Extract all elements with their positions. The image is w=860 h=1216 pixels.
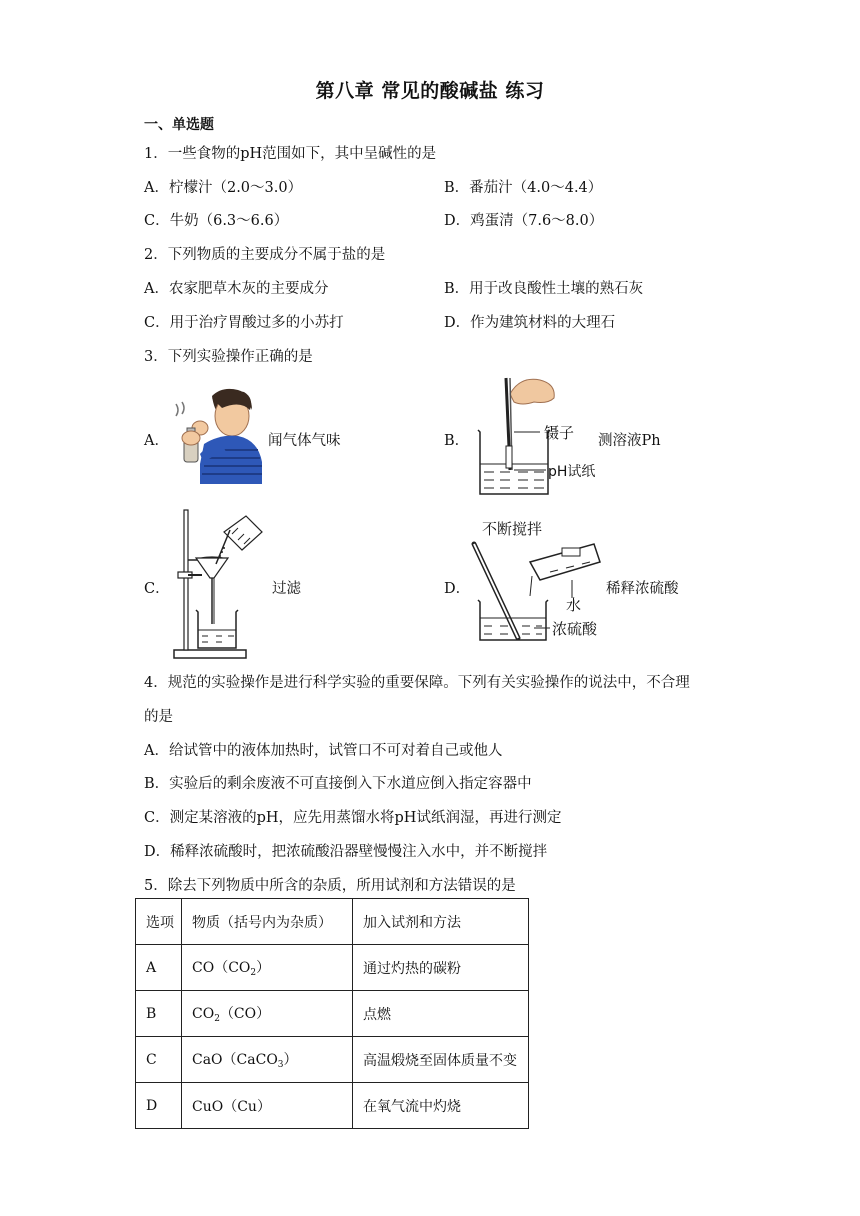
ph-test-illustration — [470, 372, 600, 498]
q3-option-d-caption: 稀释浓硫酸 — [606, 581, 679, 597]
q1-option-a: A．柠檬汁（2.0～3.0） — [144, 180, 303, 196]
q4-option-b: B．实验后的剩余废液不可直接倒入下水道应倒入指定容器中 — [144, 776, 532, 792]
row-option: B — [136, 991, 182, 1037]
section-heading: 一、单选题 — [144, 117, 214, 133]
q2-option-a: A．农家肥草木灰的主要成分 — [144, 281, 329, 297]
acid-label: 浓硫酸 — [552, 620, 598, 638]
row-substance: CaO（CaCO$_3$） — [182, 1037, 353, 1083]
q3-option-c-caption: 过滤 — [272, 581, 301, 597]
ph-paper-label: pH试纸 — [548, 464, 596, 480]
q3-option-c-letter: C． — [144, 581, 170, 597]
q1-option-b: B．番茄汁（4.0～4.4） — [444, 180, 603, 196]
header-method: 加入试剂和方法 — [353, 899, 529, 945]
q4-option-a: A．给试管中的液体加热时，试管口不可对着自己或他人 — [144, 743, 503, 759]
q3-option-a-caption: 闻气体气味 — [268, 433, 341, 449]
q3-option-d-letter: D． — [444, 581, 471, 597]
stir-label: 不断搅拌 — [482, 520, 543, 538]
q3-option-b-letter: B． — [444, 433, 470, 449]
row-method: 通过灼热的碳粉 — [353, 945, 529, 991]
q4-option-d: D．稀释浓硫酸时，把浓硫酸沿器壁慢慢注入水中，并不断搅拌 — [144, 844, 548, 860]
q2-stem: 2．下列物质的主要成分不属于盐的是 — [144, 247, 386, 263]
row-substance: CuO（Cu） — [182, 1083, 353, 1129]
row-method: 高温煅烧至固体质量不变 — [353, 1037, 529, 1083]
q5-options-table — [135, 898, 529, 1129]
table-row — [136, 945, 529, 991]
row-substance: $CO_2(CO)$ — [182, 991, 353, 1037]
q3-option-b-caption: 测溶液Ph — [598, 433, 661, 449]
q2-option-d: D．作为建筑材料的大理石 — [444, 315, 616, 331]
q2-option-b: B．用于改良酸性土壤的熟石灰 — [444, 281, 644, 297]
filtration-illustration — [172, 506, 264, 662]
q4-stem-line1: 4．规范的实验操作是进行科学实验的重要保障。下列有关实验操作的说法中，不合理 — [144, 675, 690, 691]
q1-option-d: D．鸡蛋清（7.6～8.0） — [444, 213, 604, 229]
q2-option-c: C．用于治疗胃酸过多的小苏打 — [144, 315, 344, 331]
row-method: 在氧气流中灼烧 — [353, 1083, 529, 1129]
q4-stem-line2: 的是 — [144, 709, 173, 725]
dilution-illustration — [470, 518, 606, 642]
smell-gas-illustration — [170, 384, 265, 486]
header-option: 选项 — [136, 899, 182, 945]
row-option: D — [136, 1083, 182, 1129]
row-option: C — [136, 1037, 182, 1083]
q5-stem: 5．除去下列物质中所含的杂质，所用试剂和方法错误的是 — [144, 878, 516, 894]
page-title: 第八章 常见的酸碱盐 练习 — [315, 80, 545, 102]
table-header-row — [136, 899, 529, 945]
row-substance: $CO(CO_2)$ — [182, 945, 353, 991]
table-row — [136, 1037, 529, 1083]
table-row — [136, 991, 529, 1037]
row-option: A — [136, 945, 182, 991]
row-method: 点燃 — [353, 991, 529, 1037]
q3-stem: 3．下列实验操作正确的是 — [144, 349, 313, 365]
q3-option-a-letter: A． — [144, 433, 169, 449]
q4-option-c: C．测定某溶液的pH，应先用蒸馏水将pH试纸润湿，再进行测定 — [144, 810, 562, 826]
water-label: 水 — [566, 596, 582, 614]
header-substance: 物质（括号内为杂质） — [182, 899, 353, 945]
tweezers-label: 镊子 — [544, 424, 575, 442]
q1-stem: 1．一些食物的pH范围如下，其中呈碱性的是 — [144, 146, 437, 162]
q1-option-c: C．牛奶（6.3～6.6） — [144, 213, 289, 229]
table-row — [136, 1083, 529, 1129]
